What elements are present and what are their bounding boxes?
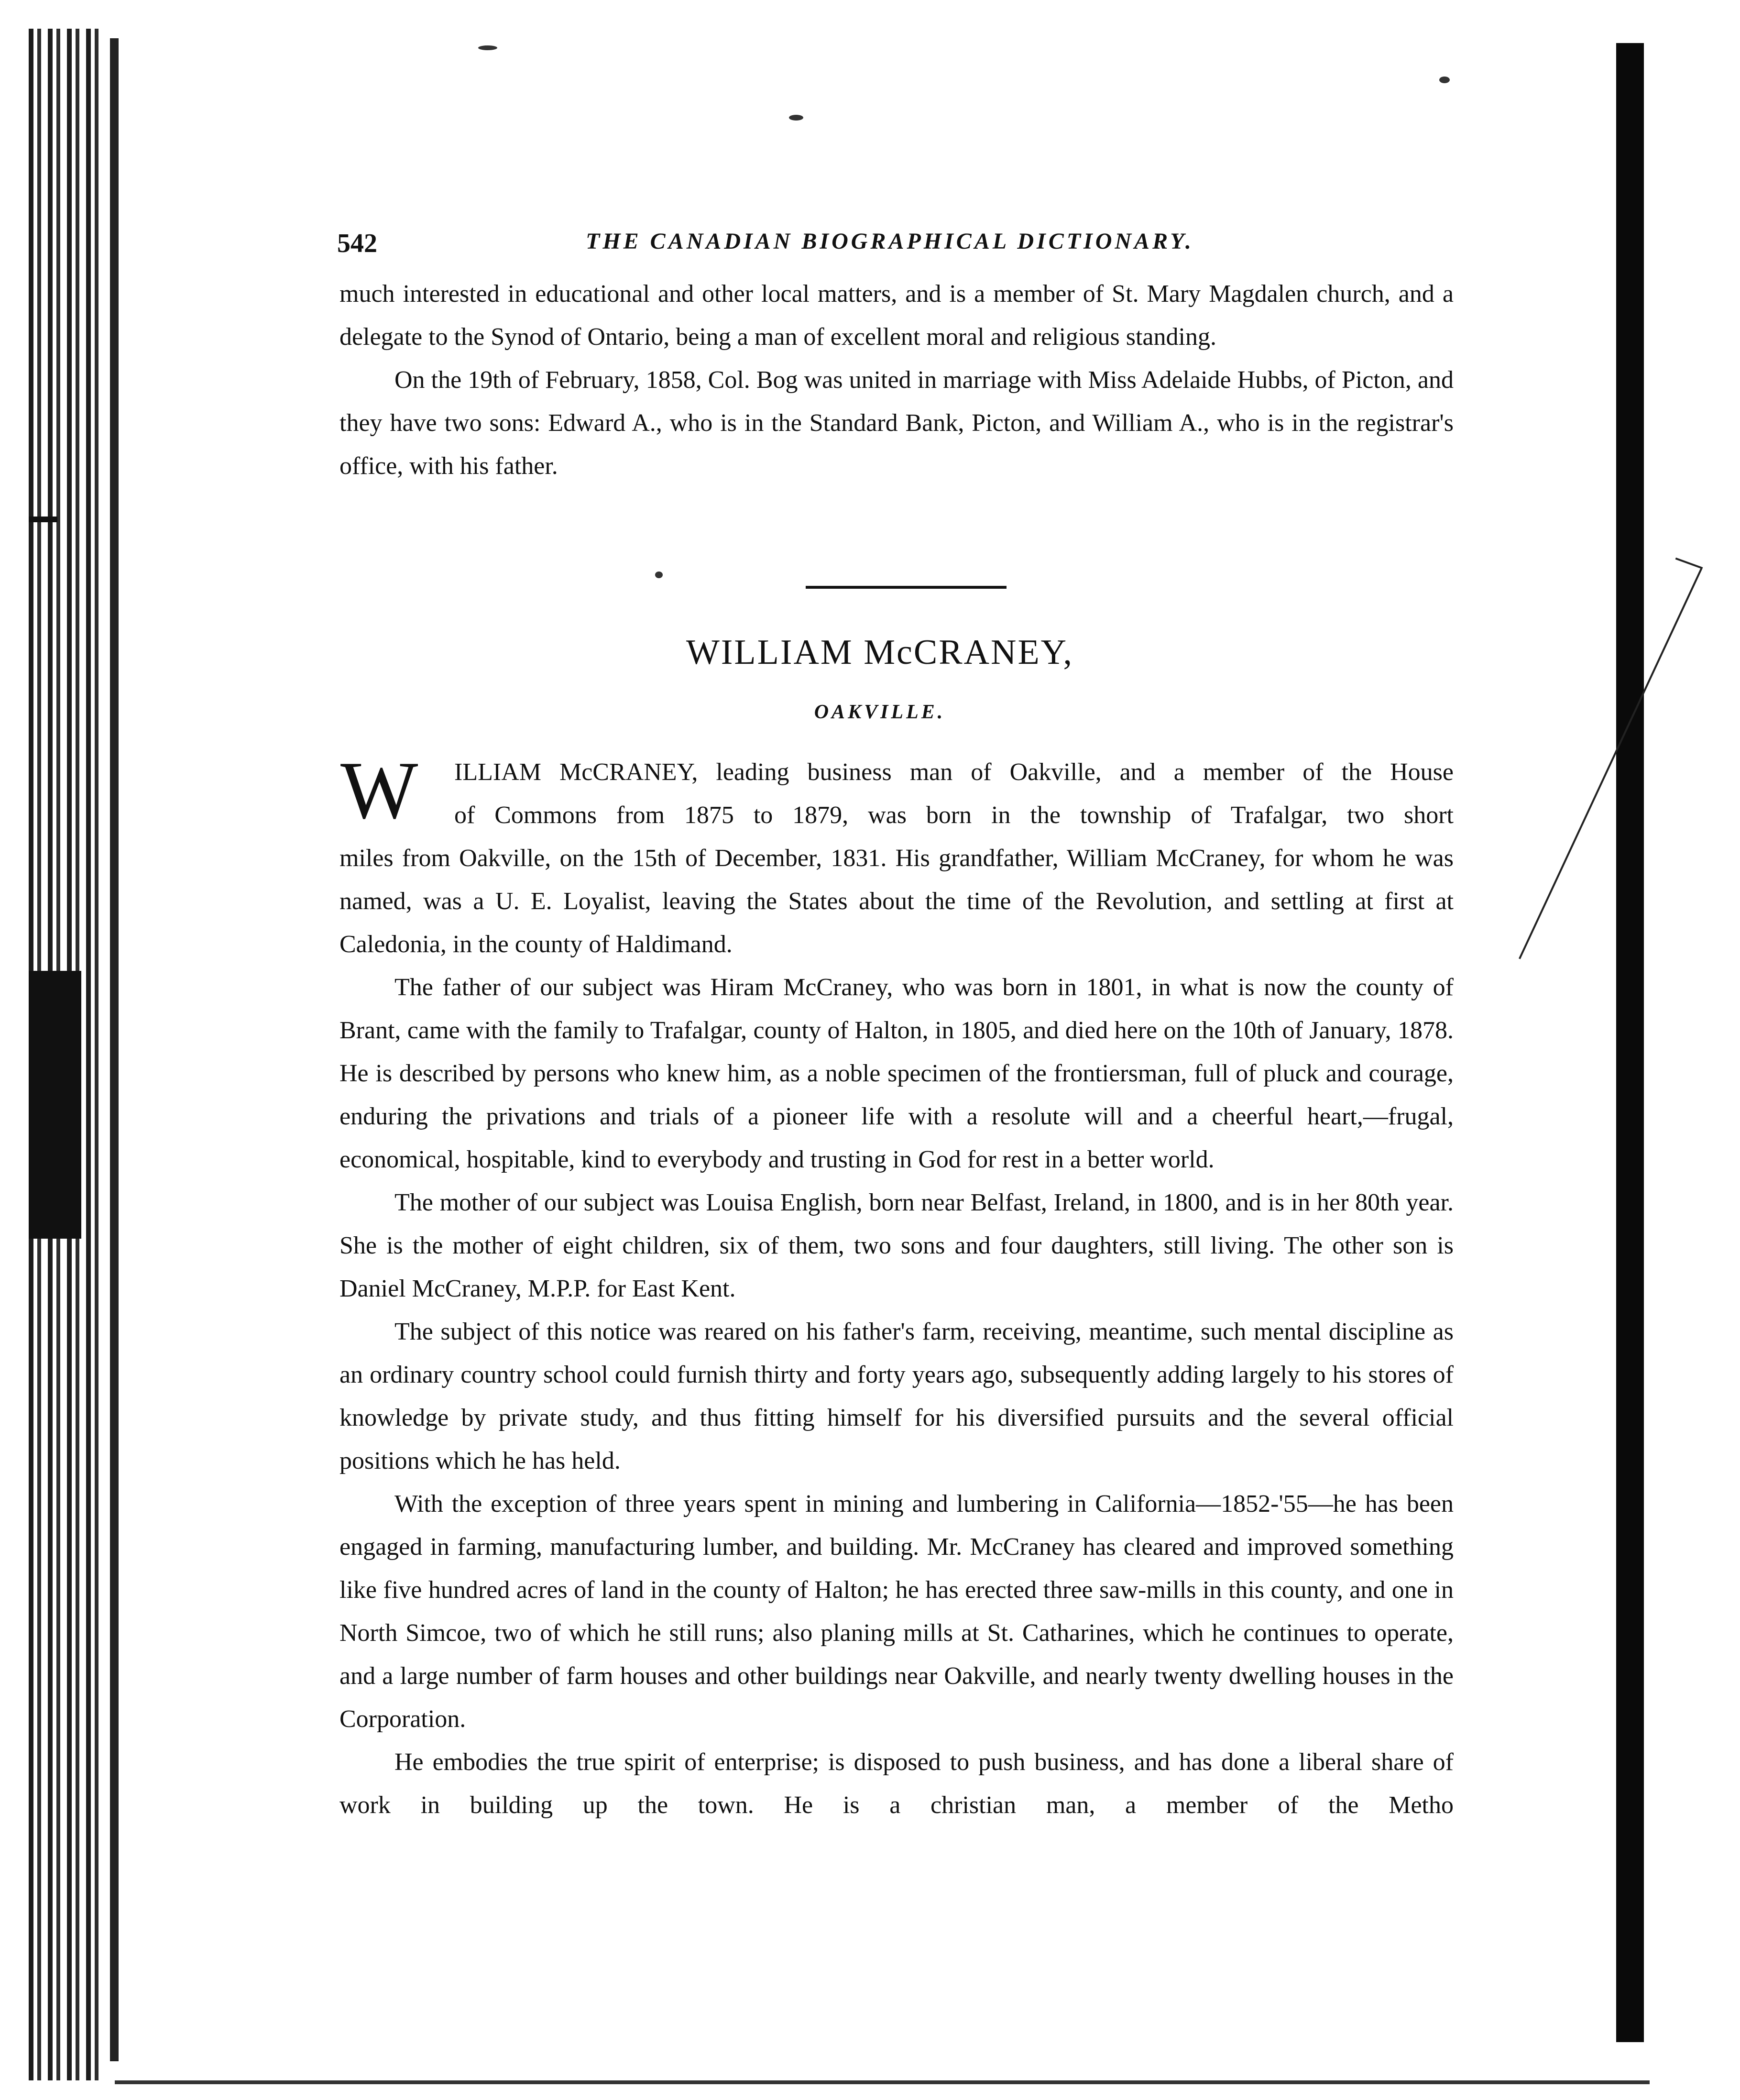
running-title: THE CANADIAN BIOGRAPHICAL DICTIONARY. (586, 229, 1194, 254)
drop-cap: W (340, 745, 418, 836)
entry-heading: WILLIAM McCRANEY, (686, 633, 1074, 672)
continuation-paragraph: On the 19th of February, 1858, Col. Bog was united in marriage with Miss Adelaide Hubbs, of Picton, and they have two sons: Edward A., who is in the Standard Bank, Picton, and William A., who is in the registrar's office, with his father. (339, 366, 1454, 480)
continuation-text (339, 273, 1454, 488)
opening-line: ILLIAM McCRANEY, leading business man of Oakville, and a member of the House (454, 759, 1454, 786)
continuation-paragraph: much interested in educational and other local matters, and is a member of St. Mary Magdalen church, and a delegate to the Synod of Ontario, being a man of excellent moral and religious standing. (339, 280, 1454, 351)
scan-speck (478, 45, 497, 50)
opening-line: of Commons from 1875 to 1879, was born in the township of Trafalgar, two short (454, 802, 1454, 829)
opening-lines (454, 751, 1454, 837)
scan-speck (789, 115, 803, 121)
pen-stroke (1519, 568, 1702, 959)
scan-left-block (29, 517, 57, 522)
section-rule (806, 586, 1007, 589)
body-paragraph: The mother of our subject was Louisa English, born near Belfast, Ireland, in 1800, and is in her 80th year. She is the mother of eight children, six of them, two sons and four daughters, still living. The other son is Daniel McCraney, M.P.P. for East Kent. (339, 1189, 1454, 1302)
body-paragraph: miles from Oakville, on the 15th of December, 1831. His grandfather, William McCraney, for whom he was named, was a U. E. Loyalist, leaving the States about the time of the Revolution, and settling at first at Caledonia, in the county of Haldimand. (339, 845, 1454, 958)
body-paragraph: He embodies the true spirit of enterprise; is disposed to push business, and has done a liberal share of work in building up the town. He is a christian man, a member of the Metho (339, 1748, 1454, 1819)
scan-left-rule (110, 38, 119, 2061)
scan-bottom-edge (115, 2080, 1650, 2084)
entry-body (339, 837, 1454, 1827)
scan-speck (655, 572, 663, 578)
scan-speck (1439, 77, 1450, 83)
scan-left-block (29, 971, 81, 1239)
body-paragraph: The father of our subject was Hiram McCraney, who was born in 1801, in what is now the county of Brant, came with the family to Trafalgar, county of Halton, in 1805, and died here on the 10th of January, 1878. He is described by persons who knew him, as a noble specimen of the frontiersman, full of pluck and courage, enduring the privations and trials of a pioneer life with a resolute will and a cheerful heart,—frugal, economical, hospitable, kind to everybody and trusting in God for rest in a better world. (339, 974, 1454, 1173)
entry-location: OAKVILLE. (814, 701, 946, 723)
body-paragraph: With the exception of three years spent in mining and lumbering in California—1852-'55—he has been engaged in farming, manufacturing lumber, and building. Mr. McCraney has cleared and improved something like five hundred acres of land in the county of Halton; he has erected three saw-mills in this county, and one in North Simcoe, two of which he still runs; also planing mills at St. Catharines, which he continues to operate, and a large number of farm houses and other buildings near Oakville, and nearly twenty dwelling houses in the Corporation. (339, 1490, 1454, 1733)
running-head (337, 222, 1451, 265)
body-paragraph: The subject of this notice was reared on his father's farm, receiving, meantime, such mental discipline as an ordinary country school could furnish thirty and forty years ago, subsequently adding largely to his stores of knowledge by private study, and thus fitting himself for his diversified pursuits and the several official positions which he has held. (339, 1318, 1454, 1474)
page-number: 542 (337, 229, 377, 258)
pen-stroke (1675, 558, 1703, 569)
scan-right-edge (1616, 43, 1644, 2042)
